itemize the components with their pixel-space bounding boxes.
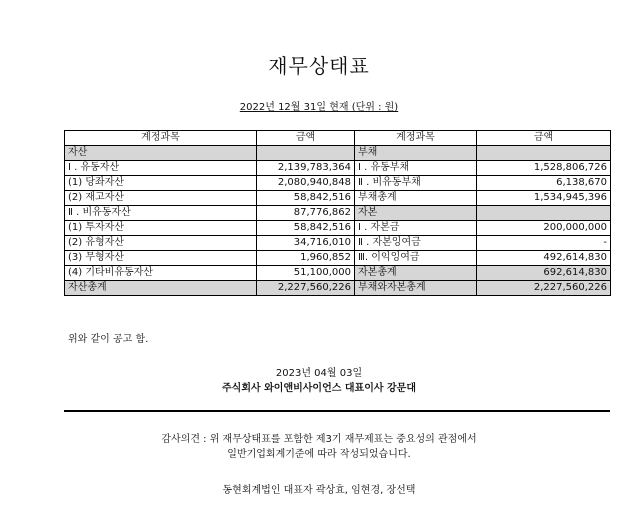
row-value-left bbox=[257, 146, 355, 161]
row-label-left: (2) 재고자산 bbox=[65, 191, 257, 206]
table-row bbox=[65, 191, 611, 206]
row-label-left: (1) 당좌자산 bbox=[65, 176, 257, 191]
equity-section-label: 자본 bbox=[355, 206, 477, 221]
row-label-right: Ⅲ. 이익잉여금 bbox=[355, 251, 477, 266]
row-value-right: - bbox=[477, 236, 611, 251]
row-label-left: (4) 기타비유동자산 bbox=[65, 266, 257, 281]
row-value-right: 6,138,670 bbox=[477, 176, 611, 191]
header-account-left: 계정과목 bbox=[65, 131, 257, 146]
audit-opinion-line-2: 일반기업회계기준에 따라 작성되었습니다. bbox=[227, 449, 411, 460]
auditor-firm: 동현회계법인 대표자 곽상효, 임현경, 장선택 bbox=[222, 485, 416, 496]
total-liabilities-equity-value: 2,227,560,226 bbox=[477, 281, 611, 296]
assets-section-label: 자산 bbox=[65, 146, 257, 161]
table-row bbox=[65, 266, 611, 281]
row-value-left: 34,716,010 bbox=[257, 236, 355, 251]
row-value-right: 492,614,830 bbox=[477, 251, 611, 266]
audit-opinion-line-1: 감사의견 : 위 재무상태표를 포함한 제3기 재무제표는 중요성의 관점에서 bbox=[161, 434, 477, 445]
table-row bbox=[65, 251, 611, 266]
row-value-left: 58,842,516 bbox=[257, 191, 355, 206]
table-row bbox=[65, 146, 611, 161]
header-account-right: 계정과목 bbox=[355, 131, 477, 146]
row-value-right: 1,528,806,726 bbox=[477, 161, 611, 176]
total-liabilities-equity-label: 부채와자본총계 bbox=[355, 281, 477, 296]
liabilities-section-label: 부채 bbox=[355, 146, 477, 161]
total-assets-value: 2,227,560,226 bbox=[257, 281, 355, 296]
table-row bbox=[65, 221, 611, 236]
row-label-left: Ⅱ . 비유동자산 bbox=[65, 206, 257, 221]
row-label-right: Ⅰ . 유동부채 bbox=[355, 161, 477, 176]
row-value-left: 87,776,862 bbox=[257, 206, 355, 221]
row-label-left: (3) 무형자산 bbox=[65, 251, 257, 266]
row-value-right: 1,534,945,396 bbox=[477, 191, 611, 206]
row-value-left: 2,139,783,364 bbox=[257, 161, 355, 176]
row-value-right bbox=[477, 146, 611, 161]
table-total-row bbox=[65, 281, 611, 296]
row-label-right: Ⅱ . 비유동부채 bbox=[355, 176, 477, 191]
header-amount-left: 금액 bbox=[257, 131, 355, 146]
row-value-left: 2,080,940,848 bbox=[257, 176, 355, 191]
row-value-right: 200,000,000 bbox=[477, 221, 611, 236]
table-row bbox=[65, 161, 611, 176]
table-row bbox=[65, 206, 611, 221]
row-label-left: Ⅰ . 유동자산 bbox=[65, 161, 257, 176]
balance-sheet-table bbox=[64, 130, 611, 296]
row-label-right: 부채총계 bbox=[355, 191, 477, 206]
header-amount-right: 금액 bbox=[477, 131, 611, 146]
notice-text: 위와 같이 공고 함. bbox=[68, 334, 149, 345]
statement-date-unit: 2022년 12월 31일 현재 (단위 : 원) bbox=[239, 102, 399, 113]
divider bbox=[64, 410, 610, 412]
total-assets-label: 자산총계 bbox=[65, 281, 257, 296]
notice-date: 2023년 04월 03일 bbox=[275, 368, 363, 379]
page-title: 재무상태표 bbox=[268, 54, 370, 78]
equity-total-value: 692,614,830 bbox=[477, 266, 611, 281]
row-value-right bbox=[477, 206, 611, 221]
table-row bbox=[65, 236, 611, 251]
company-ceo: 주식회사 와이앤비사이언스 대표이사 강문대 bbox=[222, 383, 416, 394]
table-row bbox=[65, 176, 611, 191]
row-label-right: Ⅱ . 자본잉여금 bbox=[355, 236, 477, 251]
row-value-left: 51,100,000 bbox=[257, 266, 355, 281]
row-label-left: (1) 투자자산 bbox=[65, 221, 257, 236]
row-label-left: (2) 유형자산 bbox=[65, 236, 257, 251]
row-value-left: 58,842,516 bbox=[257, 221, 355, 236]
row-label-right: Ⅰ . 자본금 bbox=[355, 221, 477, 236]
row-value-left: 1,960,852 bbox=[257, 251, 355, 266]
table-header-row bbox=[65, 131, 611, 146]
equity-total-label: 자본총계 bbox=[355, 266, 477, 281]
